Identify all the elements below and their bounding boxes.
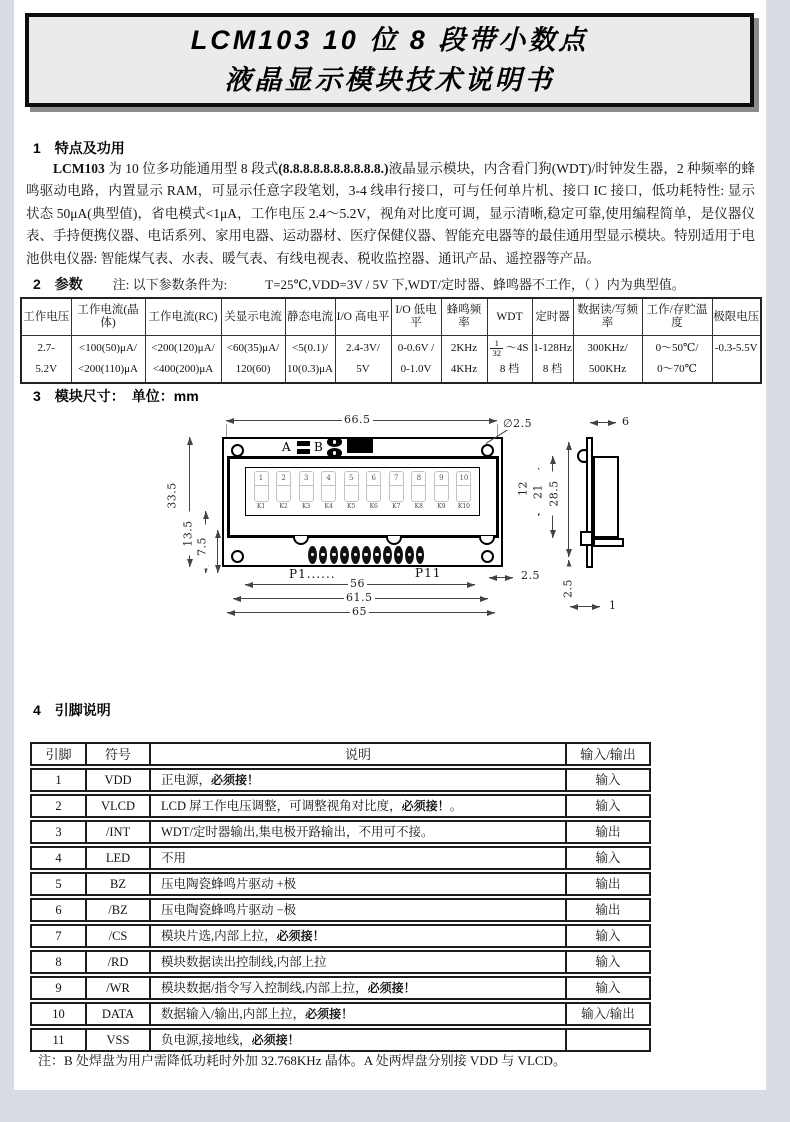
pin-io: 输出 bbox=[565, 898, 651, 922]
pin-symbol: /BZ bbox=[85, 898, 149, 922]
dim-line-28-5 bbox=[568, 442, 569, 557]
pin-description bbox=[149, 1028, 565, 1052]
pin-pad bbox=[373, 546, 382, 564]
param-value-cell: 1-128Hz 8 档 bbox=[532, 336, 573, 384]
pin-table-header bbox=[30, 742, 651, 766]
param-conditions-label: 注: 以下参数条件为: bbox=[112, 277, 228, 292]
pin-symbol: VDD bbox=[85, 768, 149, 792]
dim-line-side-1 bbox=[570, 606, 600, 607]
dim-label-65: 65 bbox=[352, 605, 367, 618]
pin-row bbox=[30, 898, 651, 922]
pin-pad bbox=[362, 546, 371, 564]
side-view-ledge bbox=[593, 538, 624, 547]
pin-row-graphic bbox=[308, 546, 424, 564]
doc-title-line1: LCM103 10 位 8 段带小数点 bbox=[190, 25, 589, 55]
section2-heading: 2 参数 bbox=[33, 276, 83, 292]
lcd-digit: 5 K5 bbox=[341, 471, 361, 515]
lcd-digit: 2 K2 bbox=[274, 471, 294, 515]
param-value-cell: <200(120)μA/ <400(200)μA bbox=[145, 336, 221, 384]
param-conditions-text: T=25℃,VDD=3V / 5V 下,WDT/定时器、蜂鸣器不工作，（ ）内为典型值。 bbox=[265, 277, 685, 292]
pin-pad bbox=[319, 546, 328, 564]
dim-line-7-5 bbox=[217, 530, 218, 573]
pin-pad bbox=[394, 546, 403, 564]
pin-pad bbox=[340, 546, 349, 564]
extension-line bbox=[226, 424, 227, 437]
pin-io: 输入 bbox=[565, 950, 651, 974]
pin-number: 9 bbox=[30, 976, 85, 1000]
pad-a-bottom bbox=[297, 449, 310, 454]
wdt-fraction: $\frac{1}{32}$ bbox=[492, 338, 501, 358]
para-text: 为 10 位多功能通用型 8 段式 bbox=[104, 161, 279, 176]
pin-io: 输入/输出 bbox=[565, 1002, 651, 1026]
pin-pad bbox=[351, 546, 360, 564]
pin-number: 1 bbox=[30, 768, 85, 792]
lcd-digit: 1 K1 bbox=[251, 471, 271, 515]
desc-text: 压电陶瓷蜂鸣片驱动 +极 bbox=[161, 876, 297, 891]
pin-description bbox=[149, 950, 565, 974]
features-paragraph bbox=[26, 158, 755, 270]
pin-number: 8 bbox=[30, 950, 85, 974]
param-value-cell: 2.7- 5.2V bbox=[21, 336, 71, 384]
pin-row bbox=[30, 976, 651, 1000]
pin-number: 2 bbox=[30, 794, 85, 818]
pin-description bbox=[149, 768, 565, 792]
param-header-cell: 工作电流(RC) bbox=[145, 298, 221, 336]
param-header-cell: 蜂鸣频率 bbox=[441, 298, 487, 336]
param-value-cell: 0～50℃/ 0～70℃ bbox=[642, 336, 712, 384]
param-value-cell-wdt: $\frac{1}{32}$ ～4S 8 档 bbox=[487, 336, 532, 384]
mounting-hole bbox=[231, 550, 244, 563]
pin-description bbox=[149, 898, 565, 922]
param-header-cell: 定时器 bbox=[532, 298, 573, 336]
desc-text: WDT/定时器输出,集电极开路输出，不用可不接。 bbox=[161, 824, 434, 839]
pin-header-cell: 引脚 bbox=[30, 742, 85, 766]
pin-number: 4 bbox=[30, 846, 85, 870]
pin-io: 输入 bbox=[565, 768, 651, 792]
pin-description bbox=[149, 846, 565, 870]
desc-text: 负电源,接地线， bbox=[161, 1032, 252, 1047]
pad-b-top bbox=[327, 437, 342, 447]
pin-row bbox=[30, 820, 651, 844]
pin-pad bbox=[416, 546, 425, 564]
pin-pad bbox=[330, 546, 339, 564]
pin-header-cell: 输入/输出 bbox=[565, 742, 651, 766]
pin-description bbox=[149, 1002, 565, 1026]
pin-symbol: DATA bbox=[85, 1002, 149, 1026]
param-header-cell: 极限电压 bbox=[712, 298, 761, 336]
dim-line-side-6 bbox=[590, 422, 616, 423]
desc-bold: 必须接！ bbox=[276, 928, 325, 943]
pin-number: 11 bbox=[30, 1028, 85, 1052]
desc-text: 正电源， bbox=[161, 772, 212, 787]
dim-label-28-5: 28.5 bbox=[548, 472, 561, 516]
lcd-display-window bbox=[245, 467, 480, 516]
pin-pad bbox=[405, 546, 414, 564]
lcd-digit: 8 K8 bbox=[409, 471, 429, 515]
param-header-cell: I/O 低电平 bbox=[391, 298, 441, 336]
pin-io: 输出 bbox=[565, 820, 651, 844]
parameters-table bbox=[20, 297, 762, 384]
pin-row bbox=[30, 924, 651, 948]
dim-label-bottom-2-5: 2.5 bbox=[562, 567, 575, 611]
side-view-tab bbox=[580, 531, 593, 546]
pin-symbol: /CS bbox=[85, 924, 149, 948]
pad-b-label: B bbox=[314, 440, 323, 454]
dim-label-top-width: 66.5 bbox=[344, 413, 371, 426]
dim-label-side-1: 1 bbox=[609, 599, 617, 612]
pin-symbol: /RD bbox=[85, 950, 149, 974]
pin-io bbox=[565, 1028, 651, 1052]
segment-format: (8.8.8.8.8.8.8.8.8.8.) bbox=[278, 161, 389, 176]
section4-heading: 4 引脚说明 bbox=[33, 702, 111, 718]
document-page bbox=[14, 0, 766, 1090]
pin-symbol: VLCD bbox=[85, 794, 149, 818]
doc-title-line2: 液晶显示模块技术说明书 bbox=[224, 65, 555, 95]
param-header-cell: I/O 高电平 bbox=[335, 298, 391, 336]
param-value-cell: 2.4-3V/ 5V bbox=[335, 336, 391, 384]
pin-pad bbox=[383, 546, 392, 564]
pad-a-top bbox=[297, 441, 310, 446]
param-header-cell: 工作/存贮温度 bbox=[642, 298, 712, 336]
param-value-cell: <60(35)μA/ 120(60) bbox=[221, 336, 285, 384]
pin-description bbox=[149, 976, 565, 1000]
desc-text: 模块数据读出控制线,内部上拉 bbox=[161, 954, 327, 969]
desc-text: 不用 bbox=[161, 850, 187, 865]
param-header-cell: 工作电流(晶体) bbox=[71, 298, 145, 336]
pin-pad bbox=[308, 546, 317, 564]
desc-text: LCD 屏工作电压调整，可调整视角对比度， bbox=[161, 798, 402, 813]
pin-symbol: /INT bbox=[85, 820, 149, 844]
desc-bold: 必须接！ bbox=[305, 1006, 354, 1021]
desc-bold: 必须接！ bbox=[367, 980, 416, 995]
desc-bold: 必须接！ bbox=[251, 1032, 300, 1047]
pins-end-label: P11 bbox=[415, 566, 442, 580]
side-view-pcb bbox=[586, 437, 593, 568]
dim-label-56: 56 bbox=[350, 577, 365, 590]
dim-line-offset-2-5 bbox=[489, 577, 513, 578]
desc-text: 模块数据/指令写入控制线,内部上拉， bbox=[161, 980, 368, 995]
param-value-cell: 2KHz 4KHz bbox=[441, 336, 487, 384]
param-header-cell: 工作电压 bbox=[21, 298, 71, 336]
ic-chip bbox=[347, 439, 373, 453]
dim-label-61-5: 61.5 bbox=[346, 591, 373, 604]
param-value-cell: <100(50)μA/ <200(110)μA bbox=[71, 336, 145, 384]
lcd-digit: 7 K7 bbox=[386, 471, 406, 515]
pin-number: 3 bbox=[30, 820, 85, 844]
dim-label-side-6: 6 bbox=[622, 415, 630, 428]
param-header-cell: 数据读/写频率 bbox=[573, 298, 642, 336]
desc-text: 压电陶瓷蜂鸣片驱动 −极 bbox=[161, 902, 297, 917]
pin-symbol: VSS bbox=[85, 1028, 149, 1052]
pin-header-cell: 说明 bbox=[149, 742, 565, 766]
pin-description bbox=[149, 820, 565, 844]
pin-row bbox=[30, 872, 651, 896]
pin-io: 输入 bbox=[565, 924, 651, 948]
section1-heading: 1 特点及功用 bbox=[33, 140, 125, 156]
lcd-digit: 3 K3 bbox=[296, 471, 316, 515]
pin-description bbox=[149, 924, 565, 948]
pin-row bbox=[30, 1002, 651, 1026]
para-text: 液晶显示模块，内含看门狗(WDT)/时钟发生器，2 种频率的蜂鸣驱动电路，内置显示 RAM，可显示任意字段笔划，3-4 线串行接口，可与任何单片机、接口 IC 接口，低功耗特性: 显示状态 50μA(典型值)，省电模式<1μA，工作电压 2.4～5.2V，视角对比度可调，显示清晰,稳定可靠,使用编程简单，是仪器仪表、手持便携仪器、电话系列、家用电器、运动器材、医疗保健仪器、智能充电器等的最佳通用型显示模块。特别适用于电池供电仪器: 智能煤气表、水表、暖气表、有线电视表、税收监控器、通讯产品、遥控器等产品。 bbox=[26, 161, 756, 266]
pin-description bbox=[149, 794, 565, 818]
pin-symbol: LED bbox=[85, 846, 149, 870]
pin-number: 6 bbox=[30, 898, 85, 922]
param-value-cell: -0.3-5.5V bbox=[712, 336, 761, 384]
title-box bbox=[25, 13, 754, 107]
pad-a-label: A bbox=[282, 440, 291, 454]
pin-header-cell: 符号 bbox=[85, 742, 149, 766]
pin-io: 输入 bbox=[565, 976, 651, 1000]
param-header-cell: WDT bbox=[487, 298, 532, 336]
pins-start-label: P1...... bbox=[289, 567, 336, 581]
dim-label-hole-diameter: ∅2.5 bbox=[503, 417, 533, 430]
dim-label-7-5: 7.5 bbox=[196, 525, 209, 569]
desc-bold: 必须接！ bbox=[401, 798, 450, 813]
pin-symbol: BZ bbox=[85, 872, 149, 896]
footnote: 注：B 处焊盘为用户需降低功耗时外加 32.768KHz 晶体。A 处两焊盘分别接 VDD 与 VLCD。 bbox=[38, 1053, 566, 1068]
pin-number: 10 bbox=[30, 1002, 85, 1026]
pin-io: 输出 bbox=[565, 872, 651, 896]
model-name: LCM103 bbox=[53, 161, 105, 176]
pin-number: 7 bbox=[30, 924, 85, 948]
section2-heading-line bbox=[33, 274, 685, 294]
dim-label-21: 21 bbox=[532, 470, 545, 514]
param-header-cell: 关显示电流 bbox=[221, 298, 285, 336]
pin-io: 输入 bbox=[565, 846, 651, 870]
desc-text: 数据输入/输出,内部上拉， bbox=[161, 1006, 306, 1021]
pin-symbol: /WR bbox=[85, 976, 149, 1000]
pin-row bbox=[30, 768, 651, 792]
pin-row bbox=[30, 846, 651, 870]
lcd-digit: 10 K10 bbox=[454, 471, 474, 515]
param-value-row bbox=[21, 336, 761, 384]
param-value-cell: <5(0.1)/ 10(0.3)μA bbox=[285, 336, 335, 384]
pin-description-table bbox=[30, 740, 651, 1054]
dim-label-33-5: 33.5 bbox=[166, 474, 179, 518]
param-header-cell: 静态电流 bbox=[285, 298, 335, 336]
param-value-cell: 300KHz/ 500KHz bbox=[573, 336, 642, 384]
param-header-row bbox=[21, 298, 761, 336]
dim-label-offset-2-5: 2.5 bbox=[521, 569, 540, 582]
lcd-digit: 9 K9 bbox=[431, 471, 451, 515]
pin-row bbox=[30, 950, 651, 974]
section3-heading: 3 模块尺寸： 单位：mm bbox=[33, 388, 199, 404]
side-view-lcd-block bbox=[593, 456, 619, 538]
dim-label-12: 12 bbox=[517, 467, 530, 511]
lcd-digit: 6 K6 bbox=[364, 471, 384, 515]
pin-row bbox=[30, 794, 651, 818]
desc-text: 模块片选,内部上拉， bbox=[161, 928, 277, 943]
dim-label-13-5: 13.5 bbox=[182, 512, 195, 556]
desc-bold: 必须接！ bbox=[211, 772, 260, 787]
mounting-hole bbox=[481, 550, 494, 563]
pin-description bbox=[149, 872, 565, 896]
pin-row bbox=[30, 1028, 651, 1052]
param-value-cell: 0-0.6V / 0-1.0V bbox=[391, 336, 441, 384]
lcd-digit: 4 K4 bbox=[319, 471, 339, 515]
pin-io: 输入 bbox=[565, 794, 651, 818]
pin-number: 5 bbox=[30, 872, 85, 896]
desc-text: 。 bbox=[449, 798, 463, 813]
